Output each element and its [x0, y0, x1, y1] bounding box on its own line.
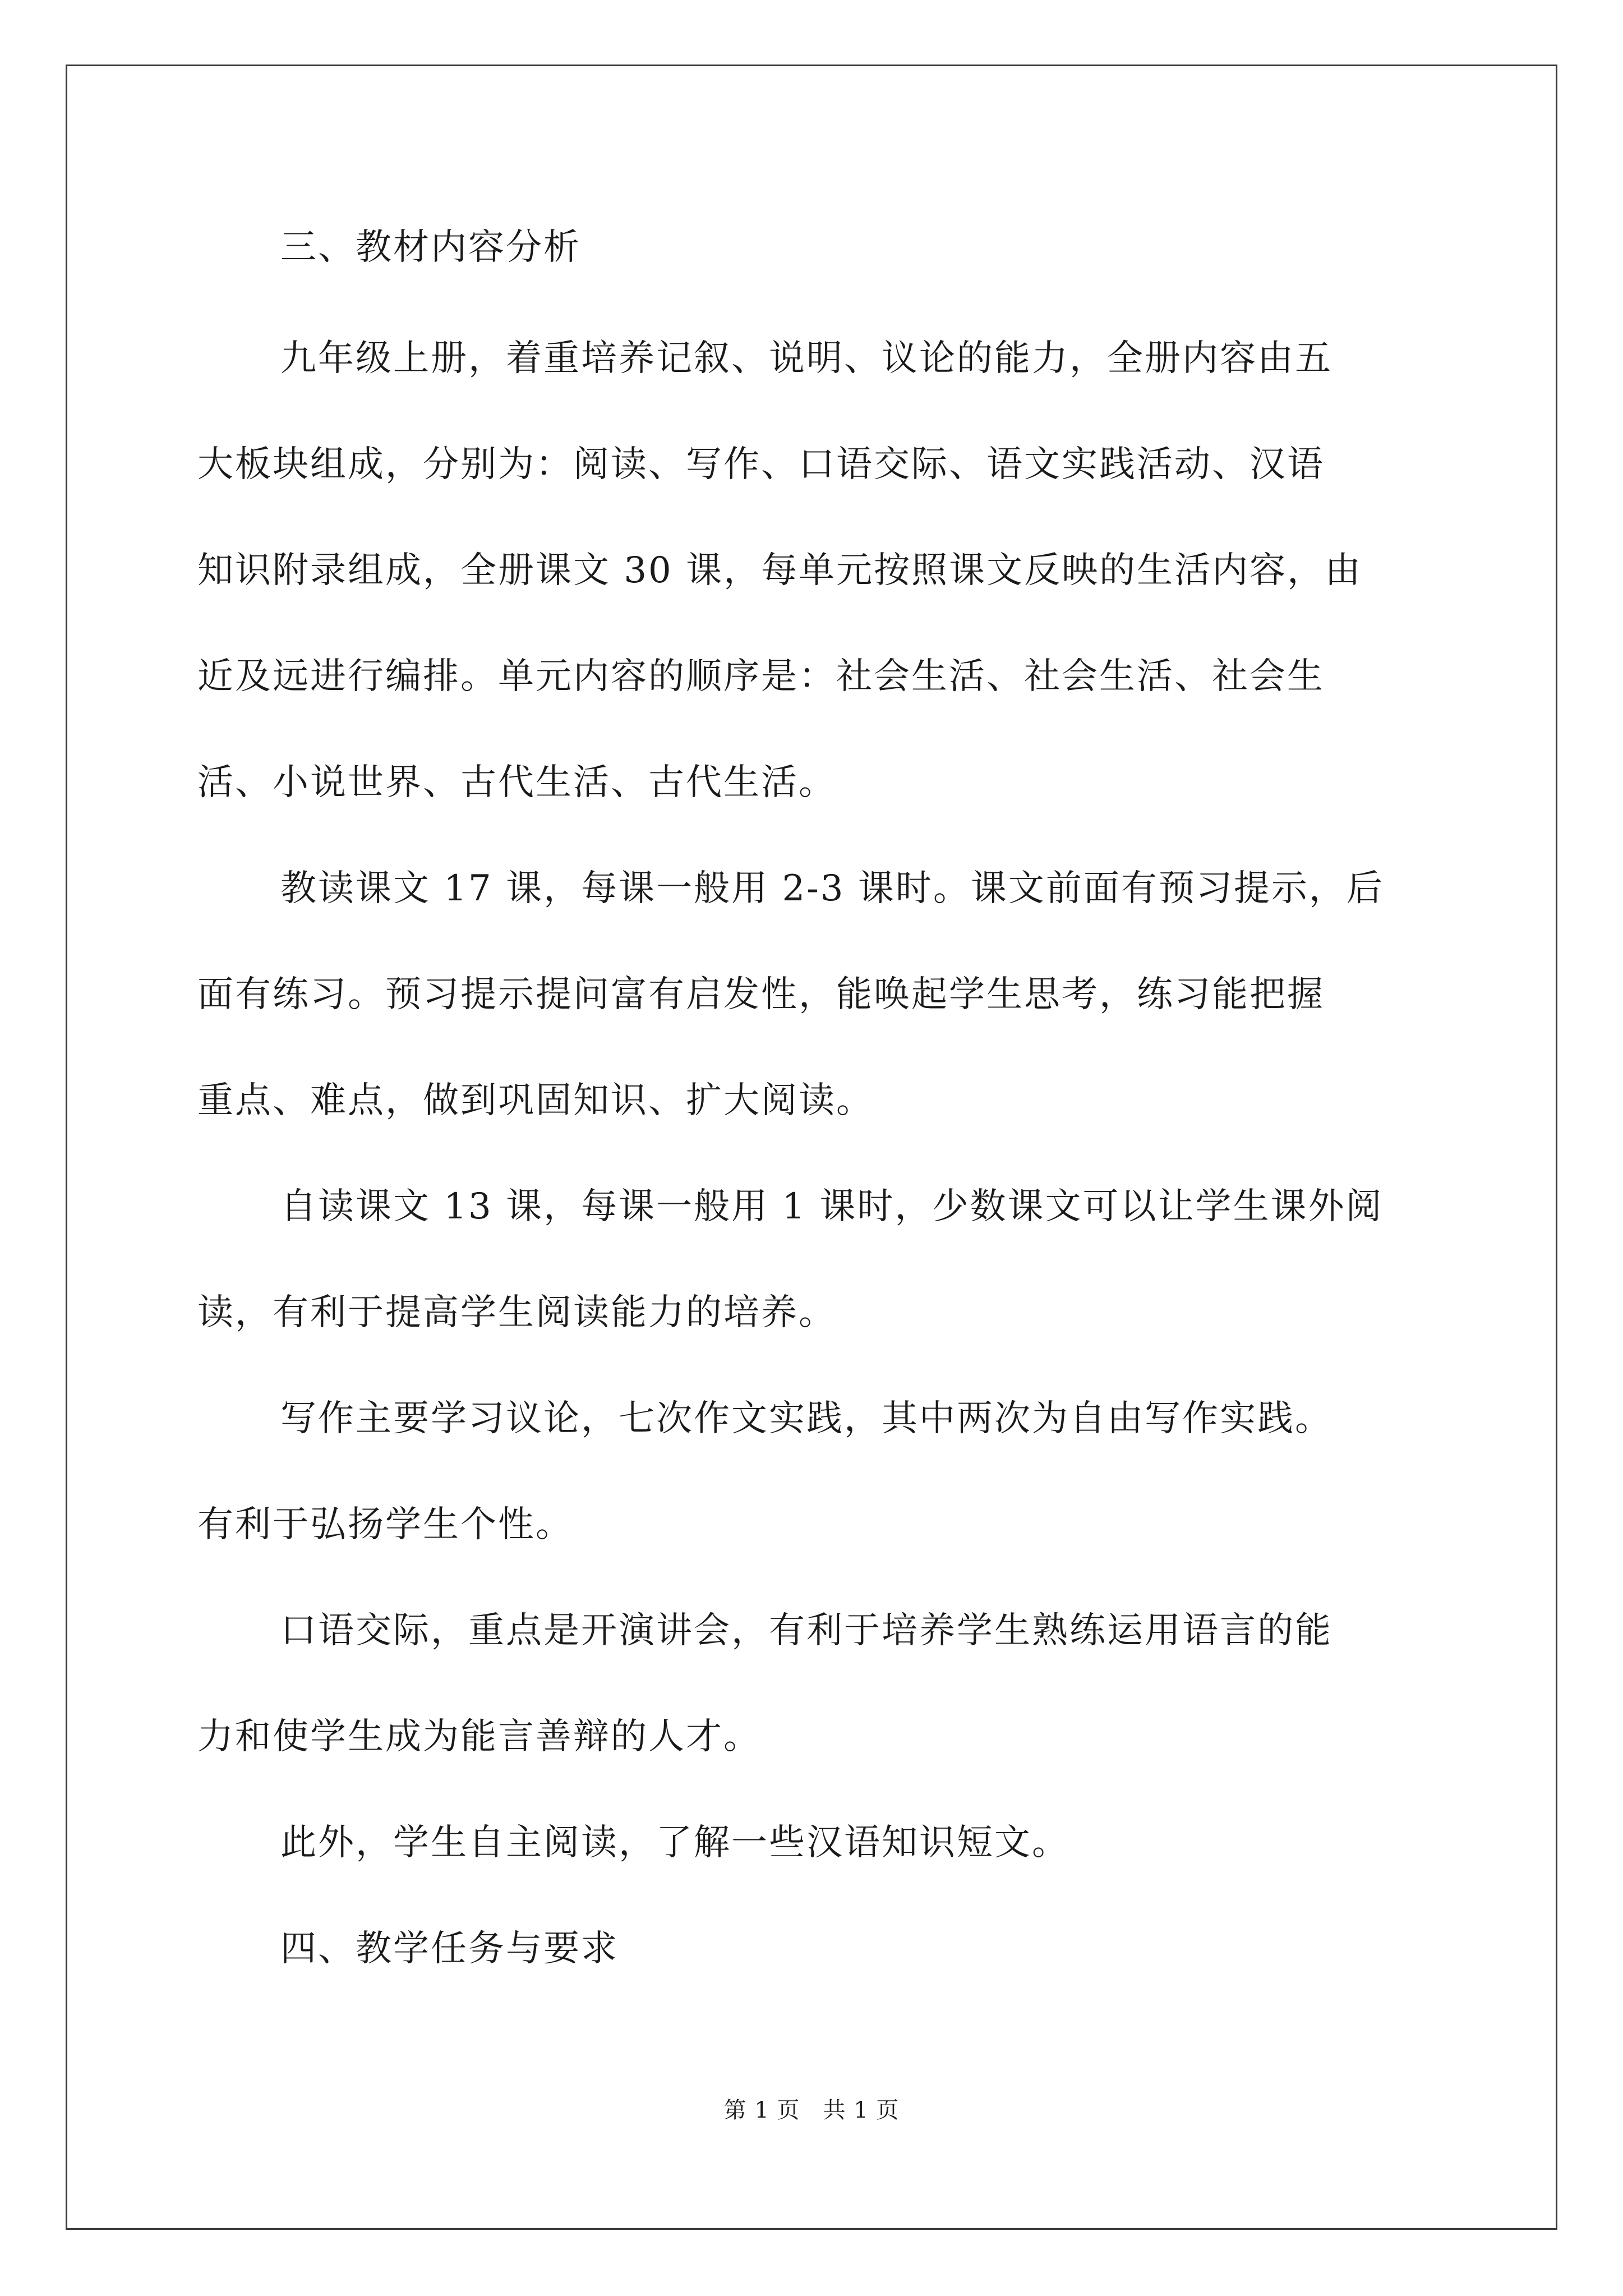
- section-heading-4: 四、教学任务与要求: [280, 1928, 619, 1970]
- paragraph-line: 写作主要学习议论，七次作文实践，其中两次为自由写作实践。: [280, 1398, 1332, 1439]
- paragraph-line: 教读课文 17 课，每课一般用 2-3 课时。课文前面有预习提示，后: [280, 868, 1384, 909]
- page-border: [66, 65, 1557, 2230]
- paragraph-line: 口语交际，重点是开演讲会，有利于培养学生熟练运用语言的能: [280, 1610, 1332, 1651]
- paragraph-line: 力和使学生成为能言善辩的人才。: [197, 1716, 761, 1757]
- paragraph-line: 重点、难点，做到巩固知识、扩大阅读。: [197, 1080, 874, 1121]
- paragraph-line: 有利于弘扬学生个性。: [197, 1504, 573, 1545]
- paragraph-line: 近及远进行编排。单元内容的顺序是：社会生活、社会生活、社会生: [197, 656, 1325, 697]
- paragraph-line: 大板块组成，分别为：阅读、写作、口语交际、语文实践活动、汉语: [197, 444, 1325, 485]
- paragraph-line: 读，有利于提高学生阅读能力的培养。: [197, 1292, 836, 1333]
- section-heading-3: 三、教材内容分析: [280, 227, 581, 268]
- paragraph-line: 活、小说世界、古代生活、古代生活。: [197, 762, 836, 803]
- paragraph-line: 此外，学生自主阅读，了解一些汉语知识短文。: [280, 1822, 1069, 1864]
- paragraph-line: 自读课文 13 课，每课一般用 1 课时，少数课文可以让学生课外阅: [280, 1186, 1384, 1227]
- paragraph-line: 知识附录组成，全册课文 30 课，每单元按照课文反映的生活内容，由: [197, 550, 1363, 591]
- page-footer: 第 1 页 共 1 页: [723, 2097, 900, 2123]
- paragraph-line: 九年级上册，着重培养记叙、说明、议论的能力，全册内容由五: [280, 338, 1332, 379]
- paragraph-line: 面有练习。预习提示提问富有启发性，能唤起学生思考，练习能把握: [197, 974, 1325, 1015]
